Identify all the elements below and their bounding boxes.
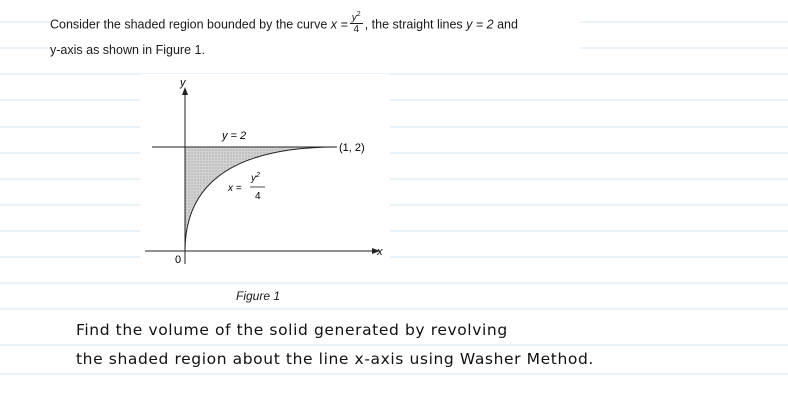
shaded-region [185, 147, 337, 251]
figure-caption: Figure 1 [232, 289, 284, 303]
line-label: y = 2 [222, 130, 247, 142]
problem-intro: Consider the shaded region bounded by the curve [50, 17, 328, 32]
problem-statement [50, 6, 580, 68]
problem-line-1 [50, 12, 518, 38]
curve-denominator: 4 [353, 24, 360, 36]
figure-plot [140, 74, 390, 274]
figure-1 [140, 74, 390, 274]
origin-label: 0 [175, 254, 182, 266]
curve-label-numerator: $y^2$ [251, 172, 260, 184]
curve-fraction: $\frac{y^2}{4}$ [351, 11, 361, 36]
problem-mid: , the straight lines [364, 17, 463, 32]
point-label: (1, 2) [339, 142, 365, 154]
problem-line-2: y-axis as shown in Figure 1. [50, 43, 205, 57]
curve-lhs: x = [330, 17, 348, 32]
x-axis-label: x [377, 246, 383, 258]
y-axis-label: y [180, 77, 186, 89]
handwritten-line-1: Find the volume of the solid generated by revolving [76, 321, 508, 339]
handwritten-line-2: the shaded region about the line x-axis using Washer Method. [76, 350, 594, 368]
curve-label-lhs: x = [228, 183, 242, 194]
line-equation: y = 2 [466, 17, 494, 32]
problem-and: and [497, 17, 518, 32]
curve-label-denominator: 4 [255, 191, 261, 202]
